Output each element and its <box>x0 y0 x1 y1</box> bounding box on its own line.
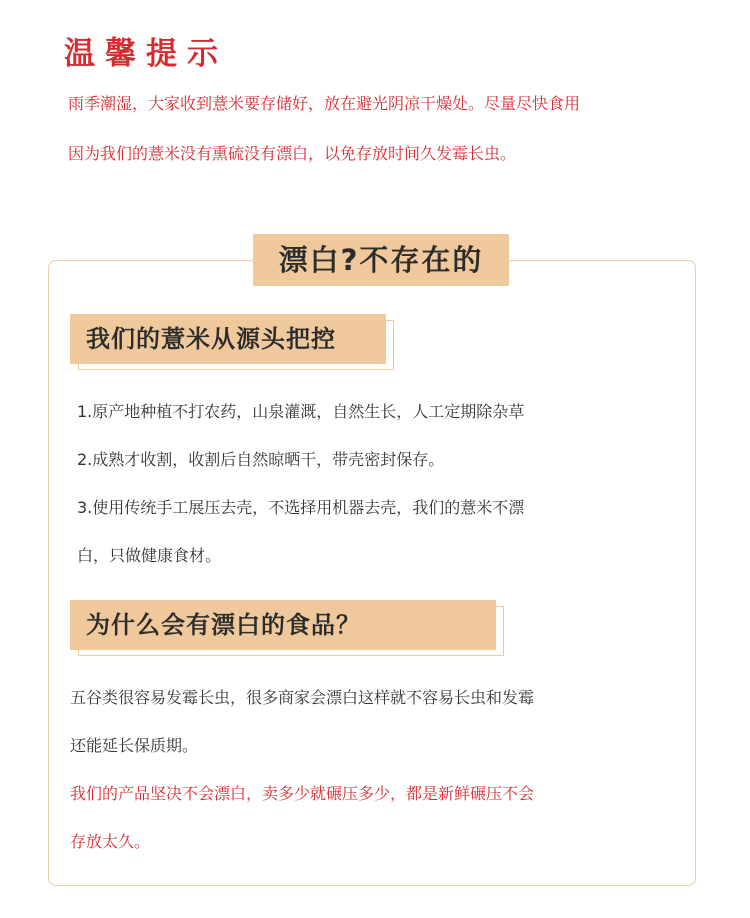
section2-red-line-2: 存放太久。 <box>70 832 151 851</box>
section1-heading-tag <box>70 314 386 364</box>
section1-line-3: 3.使用传统手工展压去壳，不选择用机器去壳，我们的薏米不漂 <box>77 498 525 517</box>
section1-line-1: 1.原产地种植不打农药，山泉灌溉，自然生长，人工定期除杂草 <box>77 402 525 421</box>
section2-heading: 为什么会有漂白的食品？ <box>70 600 496 650</box>
section1-heading: 我们的薏米从源头把控 <box>70 314 386 364</box>
section2-heading-tag <box>70 600 496 650</box>
section1-line-2: 2.成熟才收割，收割后自然晾晒干，带壳密封保存。 <box>77 450 445 469</box>
section2-red-line-1: 我们的产品坚决不会漂白，卖多少就碾压多少，都是新鲜碾压不会 <box>70 784 535 803</box>
section1-line-4: 白，只做健康食材。 <box>77 546 222 565</box>
section2-line-1: 五谷类很容易发霉长虫，很多商家会漂白这样就不容易长虫和发霉 <box>70 688 535 707</box>
notice-title: 温馨提示 <box>64 36 228 72</box>
card-banner: 漂白?不存在的 <box>253 234 509 286</box>
notice-line-2: 因为我们的薏米没有熏硫没有漂白，以免存放时间久发霉长虫。 <box>68 144 517 163</box>
section2-line-2: 还能延长保质期。 <box>70 736 199 755</box>
notice-line-1: 雨季潮湿，大家收到薏米要存储好，放在避光阴凉干燥处。尽量尽快食用 <box>68 94 581 113</box>
